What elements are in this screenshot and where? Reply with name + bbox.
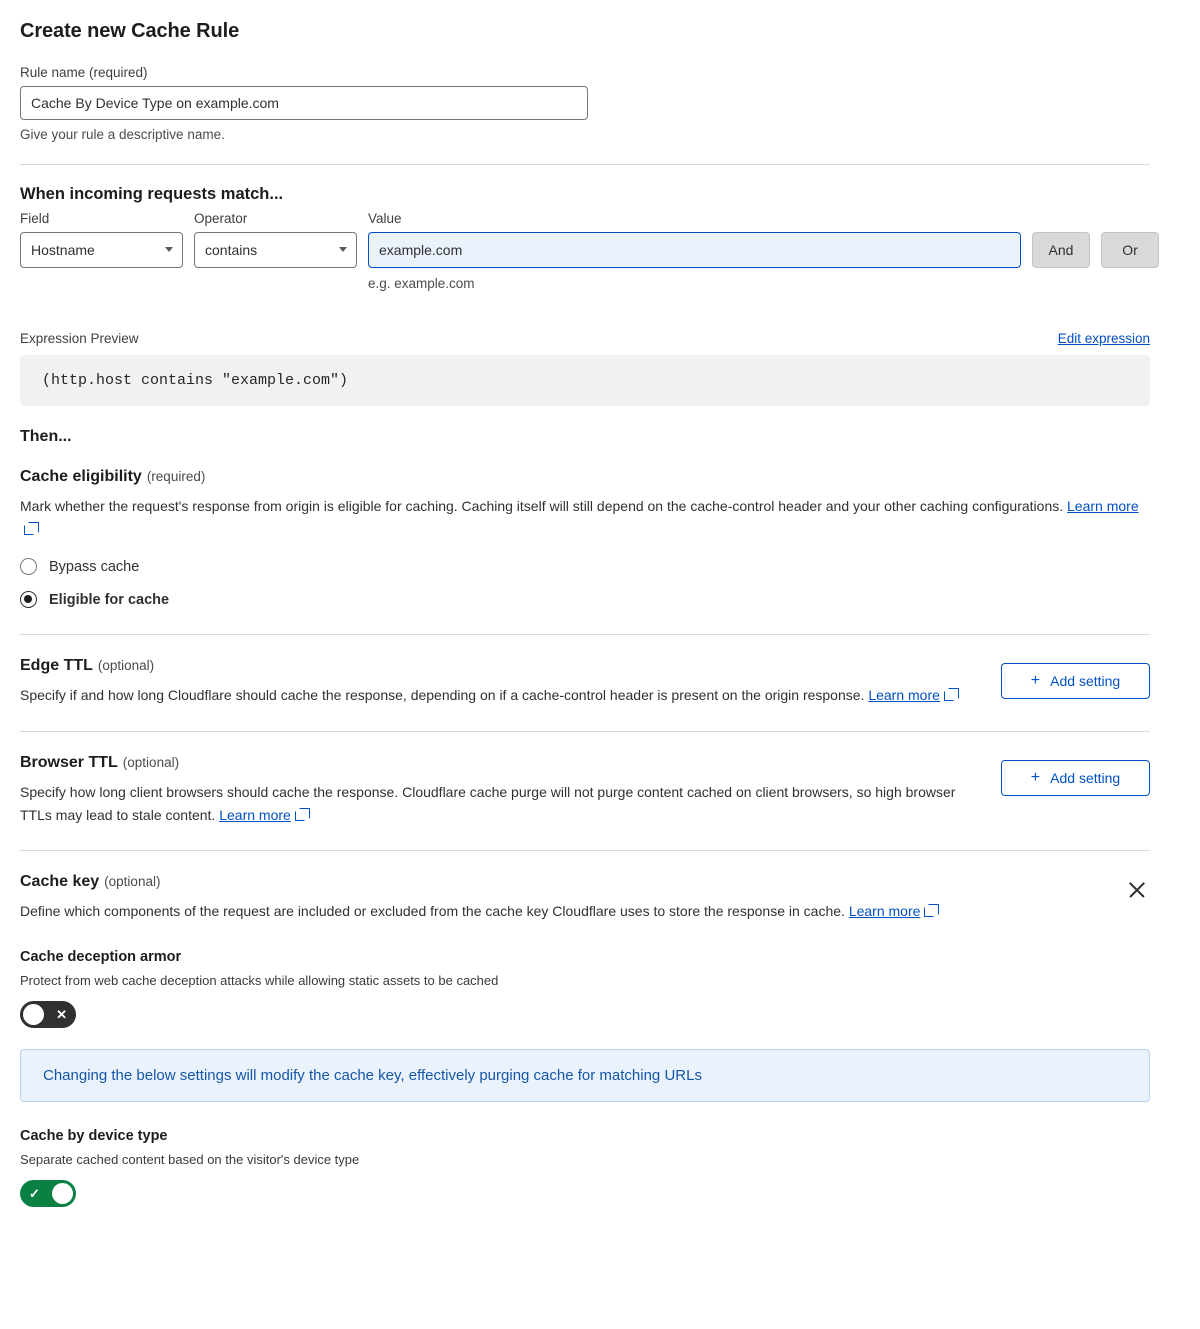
edge-ttl-learn-more-link[interactable]: Learn more xyxy=(868,687,940,704)
edge-ttl-description-text: Specify if and how long Cloudflare should cache the response, depending on if a cache-control header is present on the origin response. xyxy=(20,687,865,704)
match-heading: When incoming requests match... xyxy=(20,185,284,203)
cache-eligibility-title-text: Cache eligibility xyxy=(20,468,142,485)
operator-group xyxy=(194,211,357,268)
cache-eligibility-description xyxy=(20,495,1145,540)
cache-deception-armor-title: Cache deception armor xyxy=(20,949,182,966)
cache-key-learn-more-link[interactable]: Learn more xyxy=(848,903,921,920)
page-title: Create new Cache Rule xyxy=(20,20,240,42)
value-group xyxy=(368,211,1021,291)
toggle-knob xyxy=(52,1183,73,1204)
external-link-icon xyxy=(944,691,954,701)
cache-key-title-text: Cache key xyxy=(20,873,100,891)
browser-ttl-section xyxy=(20,754,1150,826)
plus-icon: + xyxy=(1030,672,1041,690)
external-link-icon xyxy=(924,907,934,917)
value-label: Value xyxy=(368,211,402,226)
expression-header xyxy=(20,331,1150,346)
browser-ttl-title xyxy=(20,754,1150,772)
rule-name-section xyxy=(20,65,1150,142)
then-heading: Then... xyxy=(20,428,72,445)
cache-by-device-type-toggle[interactable] xyxy=(20,1180,76,1207)
cache-deception-armor-toggle[interactable] xyxy=(20,1001,76,1028)
edge-ttl-title xyxy=(20,657,1150,675)
operator-label: Operator xyxy=(194,211,248,226)
edge-ttl-description xyxy=(20,684,980,707)
edge-ttl-add-setting-button[interactable] xyxy=(1001,663,1150,699)
edge-ttl-add-setting-label: Add setting xyxy=(1050,673,1121,690)
cache-key-description xyxy=(20,900,1145,923)
toggle-on-icon: ✓ xyxy=(29,1185,40,1201)
browser-ttl-title-text: Browser TTL xyxy=(20,754,118,772)
browser-ttl-description-text: Specify how long client browsers should cache the response. Cloudflare cache purge will not purge content cached on client browsers, so high browser TTLs may lead to stale content. xyxy=(20,784,956,823)
cache-by-device-type-description: Separate cached content based on the visitor's device type xyxy=(20,1152,360,1168)
external-link-icon xyxy=(295,811,305,821)
and-group xyxy=(1032,211,1090,268)
rule-name-helper: Give your rule a descriptive name. xyxy=(20,127,225,142)
cache-eligibility-section xyxy=(20,468,1150,608)
browser-ttl-learn-more-link[interactable]: Learn more xyxy=(219,806,291,823)
browser-ttl-optional: (optional) xyxy=(122,755,180,771)
cache-deception-armor-description: Protect from web cache deception attacks while allowing static assets to be cached xyxy=(20,973,499,989)
radio-eligible-for-cache[interactable] xyxy=(20,591,1150,608)
operator-select[interactable] xyxy=(194,232,357,268)
cache-by-device-type-title: Cache by device type xyxy=(20,1128,168,1145)
browser-ttl-description xyxy=(20,781,970,826)
cache-eligibility-required: (required) xyxy=(146,469,206,484)
toggle-off-icon: ✕ xyxy=(56,1006,67,1022)
match-row xyxy=(20,211,1150,291)
close-icon[interactable] xyxy=(1126,879,1148,901)
cache-eligibility-description-text: Mark whether the request's response from origin is eligible for caching. Caching itself will still depend on the cache-control header and your other caching configurations. xyxy=(20,498,1064,514)
plus-icon: + xyxy=(1030,769,1041,787)
or-spacer xyxy=(1101,211,1159,226)
or-group xyxy=(1101,211,1159,268)
value-helper: e.g. example.com xyxy=(368,276,475,291)
cache-key-optional: (optional) xyxy=(104,874,161,890)
field-group xyxy=(20,211,183,268)
divider-1 xyxy=(20,164,1150,165)
and-button[interactable]: And xyxy=(1032,232,1090,268)
cache-eligibility-learn-more-link[interactable]: Learn more xyxy=(1067,498,1139,514)
rule-name-label: Rule name (required) xyxy=(20,65,148,80)
and-spacer xyxy=(1032,211,1090,226)
external-link-icon xyxy=(24,525,34,535)
divider-3 xyxy=(20,731,1150,732)
rule-name-input[interactable] xyxy=(20,86,588,120)
expression-preview: (http.host contains "example.com") xyxy=(20,355,1150,406)
edge-ttl-optional: (optional) xyxy=(97,658,155,674)
edge-ttl-section xyxy=(20,657,1150,707)
radio-selected-icon xyxy=(20,591,37,608)
cache-eligibility-title xyxy=(20,468,1150,486)
edit-expression-link[interactable]: Edit expression xyxy=(1057,331,1150,346)
radio-bypass-cache[interactable] xyxy=(20,558,1150,575)
field-select[interactable] xyxy=(20,232,183,268)
cache-key-title xyxy=(20,873,1150,891)
or-button[interactable]: Or xyxy=(1101,232,1159,268)
cache-key-description-text: Define which components of the request are included or excluded from the cache key Cloudflare uses to store the response in cache. xyxy=(20,903,845,920)
cache-key-section xyxy=(20,873,1150,1207)
divider-4 xyxy=(20,850,1150,851)
browser-ttl-add-setting-label: Add setting xyxy=(1050,770,1121,787)
radio-icon xyxy=(20,558,37,575)
expression-preview-label: Expression Preview xyxy=(20,331,139,346)
browser-ttl-add-setting-button[interactable] xyxy=(1001,760,1150,796)
toggle-knob xyxy=(23,1004,44,1025)
cache-key-notice: Changing the below settings will modify the cache key, effectively purging cache for matching URLs xyxy=(20,1049,1150,1102)
value-input[interactable] xyxy=(368,232,1021,268)
edge-ttl-title-text: Edge TTL xyxy=(20,657,93,675)
radio-bypass-cache-label: Bypass cache xyxy=(49,558,140,575)
field-label: Field xyxy=(20,211,50,226)
divider-2 xyxy=(20,634,1150,635)
radio-eligible-for-cache-label: Eligible for cache xyxy=(49,591,170,608)
